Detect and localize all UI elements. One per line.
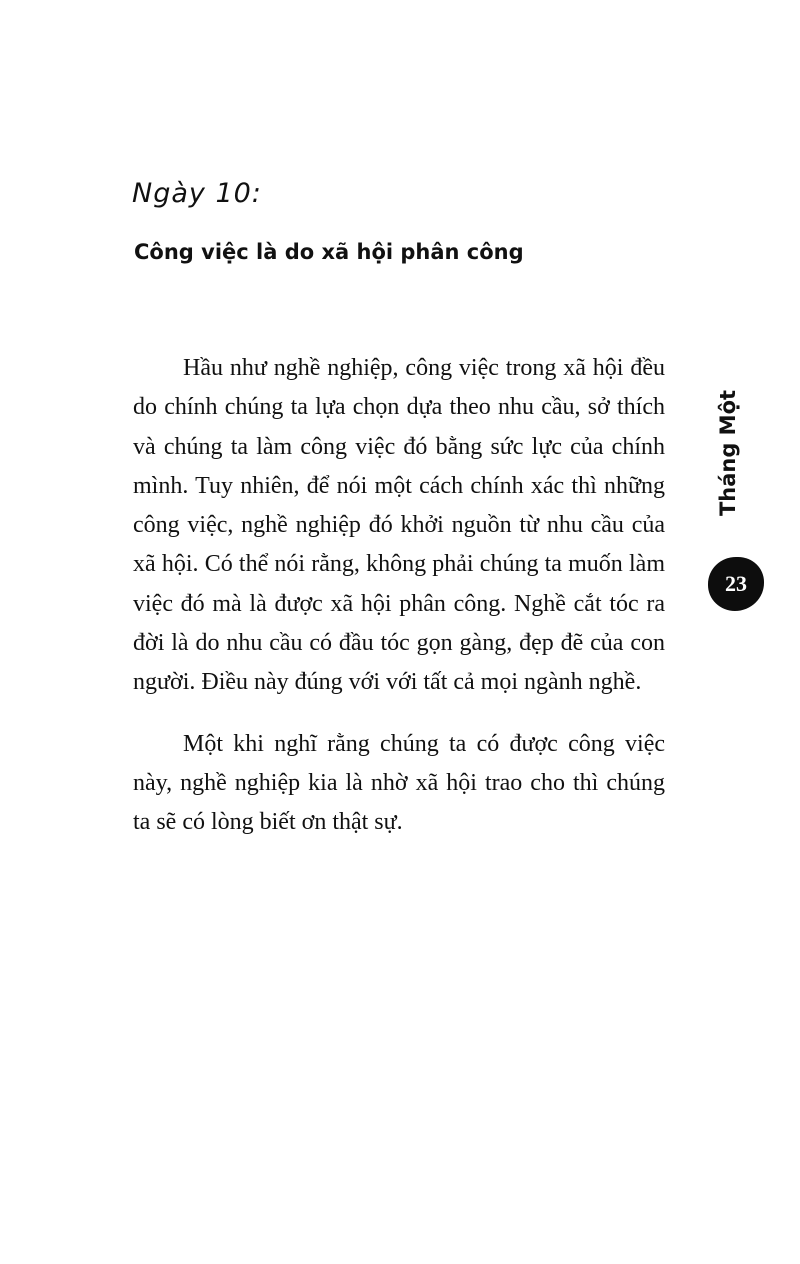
month-label: Tháng Một (716, 389, 740, 517)
day-label: Ngày 10: (132, 178, 262, 209)
body-text (133, 349, 665, 843)
paragraph: Hầu như nghề nghiệp, công việc trong xã hội đều do chính chúng ta lựa chọn dựa theo nhu cầu, sở thích và chúng ta làm công việc đó bằng sức lực của chính mình. Tuy nhiên, để nói một cách chính xác thì những công việc, nghề nghiệp đó khởi nguồn từ nhu cầu của xã hội. Có thể nói rằng, không phải chúng ta muốn làm việc đó mà là được xã hội phân công. Nghề cắt tóc ra đời là do nhu cầu có đầu tóc gọn gàng, đẹp đẽ của con người. Điều này đúng với với tất cả mọi ngành nghề. (133, 355, 665, 696)
chapter-title: Công việc là do xã hội phân công (134, 240, 524, 264)
page-number: 23 (725, 571, 747, 596)
month-tab (708, 388, 748, 518)
page-number-badge (708, 557, 764, 611)
paragraph: Một khi nghĩ rằng chúng ta có được công việc này, nghề nghiệp kia là nhờ xã hội trao cho thì chúng ta sẽ có lòng biết ơn thật sự. (133, 730, 665, 836)
